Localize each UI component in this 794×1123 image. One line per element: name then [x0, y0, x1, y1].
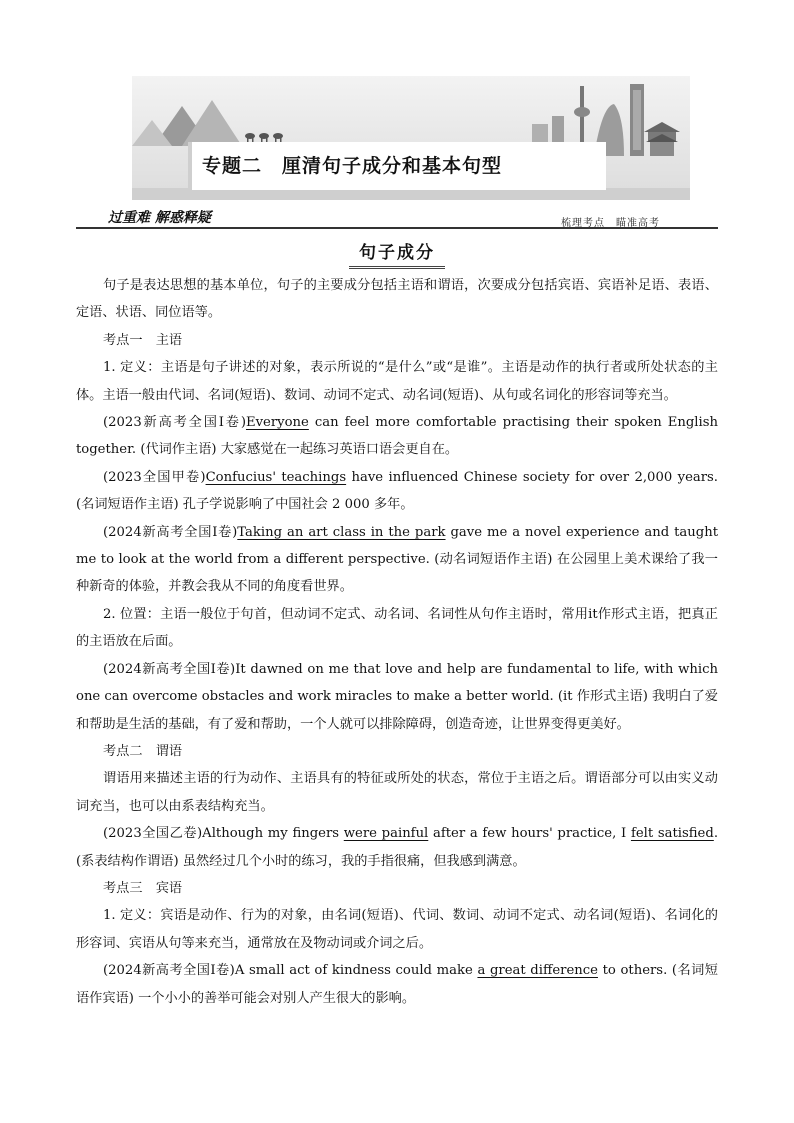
kp1-heading: 考点一 主语: [103, 332, 183, 348]
underlined-phrase: Confucius' teachings: [205, 469, 347, 485]
kp2-definition: 谓语用来描述主语的行为动作、主语具有的特征或所处的状态，常位于主语之后。谓语部分可以由实义动词充当，也可以由系表结构充当。: [76, 771, 718, 814]
example-text: to others. (名词短语作宾语) 一个小小的善举可能会对别人产生很大的影响。: [76, 963, 718, 1006]
underlined-phrase: were painful: [343, 826, 429, 842]
example-text: after a few hours' practice, I: [428, 826, 631, 842]
example-source: (2023新高考全国Ⅰ卷): [103, 415, 246, 431]
section-strip: [76, 204, 718, 236]
underlined-phrase: Everyone: [245, 415, 309, 431]
example-text: gave me a novel experience and taught me to look at the world from a different perspective. (动名词短语作主语) 在公园里上美术课给了我一种新奇的体验，并教会我从不同的角度看世界。: [76, 524, 719, 595]
example-text: can feel more comfortable practising their spoken English together. (代词作主语) 大家感觉在一起练习英语口语会更自在。: [76, 415, 718, 458]
example-4: [76, 656, 718, 738]
document-body: [76, 272, 718, 1012]
kp1-definition: 1. 定义：主语是句子讲述的对象，表示所说的“是什么”或“是谁”。主语是动作的执行者或所处状态的主体。主语一般由代词、名词(短语)、数词、动词不定式、动名词(短语)、从句或名词化的形容词等充当。: [76, 360, 718, 403]
example-text: . (系表结构作谓语) 虽然经过几个小时的练习，我的手指很痛，但我感到满意。: [76, 826, 719, 869]
example-text: have influenced Chinese society for over 2,000 years.(名词短语作主语) 孔子学说影响了中国社会 2 000 多年。: [76, 469, 718, 513]
strip-tagline: 梳理考点 瞄准高考: [561, 218, 660, 229]
example-2: [76, 464, 718, 519]
example-text: Although my fingers: [202, 826, 344, 842]
kp2-heading: 考点二 谓语: [103, 743, 183, 759]
example-source: (2023全国乙卷): [103, 826, 203, 842]
example-1: [76, 409, 718, 464]
header-banner: [132, 76, 690, 200]
example-3: [76, 519, 718, 601]
example-text: It dawned on me that love and help are fundamental to life, with which one can overcome obstacles and work miracles to make a better world. (it 作形式主语) 我明白了爱和帮助是生活的基础，有了爱和帮助，一个人就可以排除障碍，创造奇迹，让世界变得更美好。: [76, 661, 718, 732]
underlined-phrase: Taking an art class in the park: [237, 524, 446, 540]
example-text: A small act of kindness could make: [234, 963, 478, 979]
example-5: [76, 820, 718, 875]
strip-label: 过重难 解惑释疑: [104, 207, 215, 227]
example-source: (2024新高考全国Ⅰ卷): [103, 524, 238, 540]
topic-title: 专题二 厘清句子成分和基本句型: [202, 155, 503, 177]
intro-paragraph: 句子是表达思想的基本单位，句子的主要成分包括主语和谓语，次要成分包括宾语、宾语补足语、表语、定语、状语、同位语等。: [76, 278, 718, 321]
kp3-definition: 1. 定义：宾语是动作、行为的对象，由名词(短语)、代词、数词、动词不定式、动名词(短语)、名词化的形容词、宾语从句等来充当，通常放在及物动词或介词之后。: [76, 908, 718, 951]
section-heading: [0, 238, 794, 269]
example-source: (2024新高考全国Ⅰ卷): [103, 661, 236, 677]
underlined-phrase: felt satisfied: [630, 826, 714, 842]
underlined-phrase: a great difference: [477, 963, 598, 979]
kp3-heading: 考点三 宾语: [103, 880, 183, 896]
section-heading-text: 句子成分: [349, 238, 445, 269]
example-source: (2023全国甲卷): [103, 469, 206, 485]
kp1-position: 2. 位置：主语一般位于句首，但动词不定式、动名词、名词性从句作主语时，常用it作形式主语，把真正的主语放在后面。: [76, 606, 718, 650]
example-source: (2024新高考全国Ⅰ卷): [103, 963, 235, 979]
example-6: [76, 957, 718, 1012]
